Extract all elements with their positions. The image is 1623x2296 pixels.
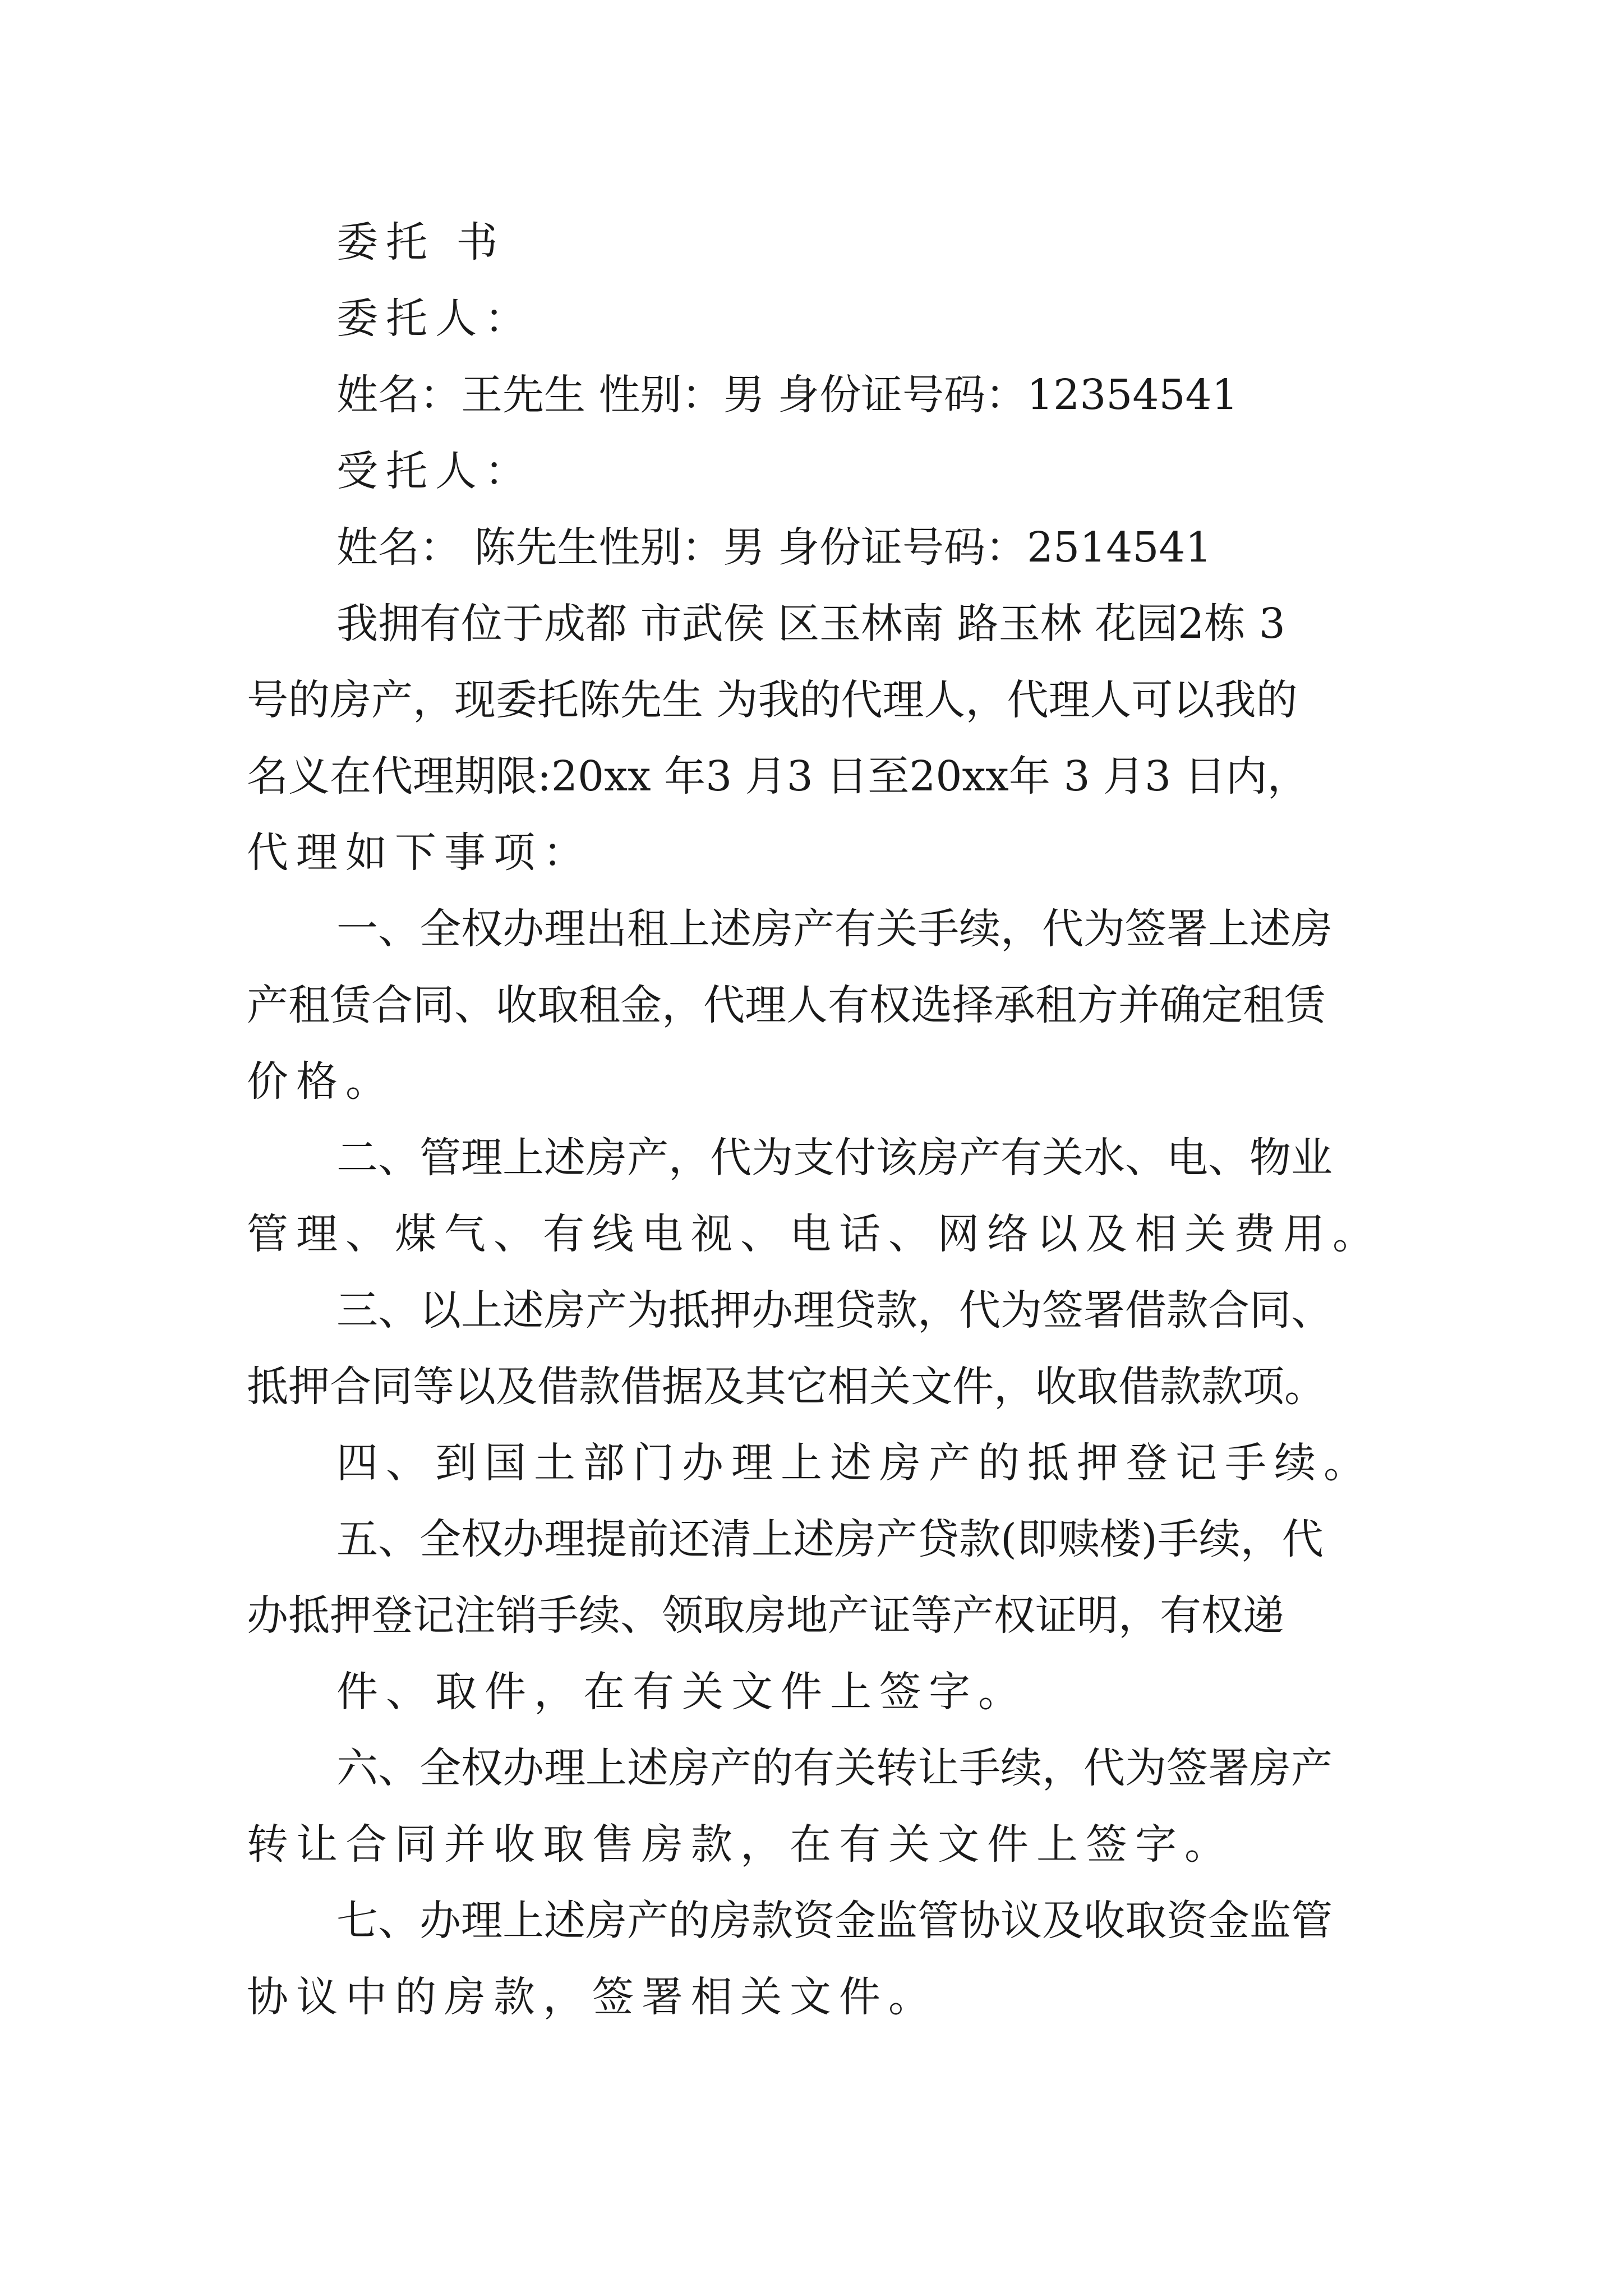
intro-line: 名义在代理期限:20xx 年3 月3 日至20xx年 3 月3 日内， bbox=[247, 752, 1309, 800]
item-3-line: 三、以上述房产为抵押办理贷款，代为签署借款合同、 bbox=[336, 1286, 1332, 1335]
agent-info: 姓名： 陈先生性别：男 身份证号码：2514541 bbox=[336, 523, 1212, 572]
item-3-line: 抵押合同等以及借款借据及其它相关文件，收取借款款项。 bbox=[247, 1363, 1326, 1411]
intro-line: 我拥有位于成都 市武侯 区玉林南 路玉林 花园2栋 3 bbox=[336, 600, 1285, 648]
item-2-line: 管理、煤气、有线电视、电话、网络以及相关费用。 bbox=[247, 1210, 1382, 1258]
item-1-line: 产租赁合同、收取租金，代理人有权选择承租方并确定租赁 bbox=[247, 981, 1326, 1029]
item-6-line: 六、全权办理上述房产的有关转让手续，代为签署房产 bbox=[336, 1744, 1332, 1792]
item-1-line: 价格。 bbox=[247, 1057, 395, 1106]
item-5-line: 办抵押登记注销手续、领取房地产证等产权证明，有权递 bbox=[247, 1591, 1284, 1640]
item-2-line: 二、管理上述房产，代为支付该房产有关水、电、物业 bbox=[336, 1134, 1332, 1182]
item-7-line: 协议中的房款，签署相关文件。 bbox=[247, 1973, 938, 2021]
item-6-line: 转让合同并收取售房款，在有关文件上签字。 bbox=[247, 1820, 1234, 1869]
item-5-line: 五、全权办理提前还清上述房产贷款(即赎楼)手续，代 bbox=[336, 1515, 1324, 1563]
agent-heading: 受托人： bbox=[336, 447, 534, 495]
intro-line: 代理如下事项： bbox=[247, 829, 592, 877]
item-1-line: 一、全权办理出租上述房产有关手续，代为签署上述房 bbox=[336, 905, 1332, 953]
document-title: 委托 书 bbox=[336, 218, 506, 266]
item-5-line: 件、取件，在有关文件上签字。 bbox=[336, 1668, 1027, 1716]
item-7-line: 七、办理上述房产的房款资金监管协议及收取资金监管 bbox=[336, 1897, 1332, 1945]
principal-info: 姓名：王先生 性别：男 身份证号码：12354541 bbox=[336, 371, 1238, 419]
principal-heading: 委托人： bbox=[336, 295, 534, 343]
item-4-line: 四、到国土部门办理上述房产的抵押登记手续。 bbox=[336, 1439, 1373, 1487]
intro-line: 号的房产，现委托陈先生 为我的代理人，代理人可以我的 bbox=[247, 676, 1298, 724]
